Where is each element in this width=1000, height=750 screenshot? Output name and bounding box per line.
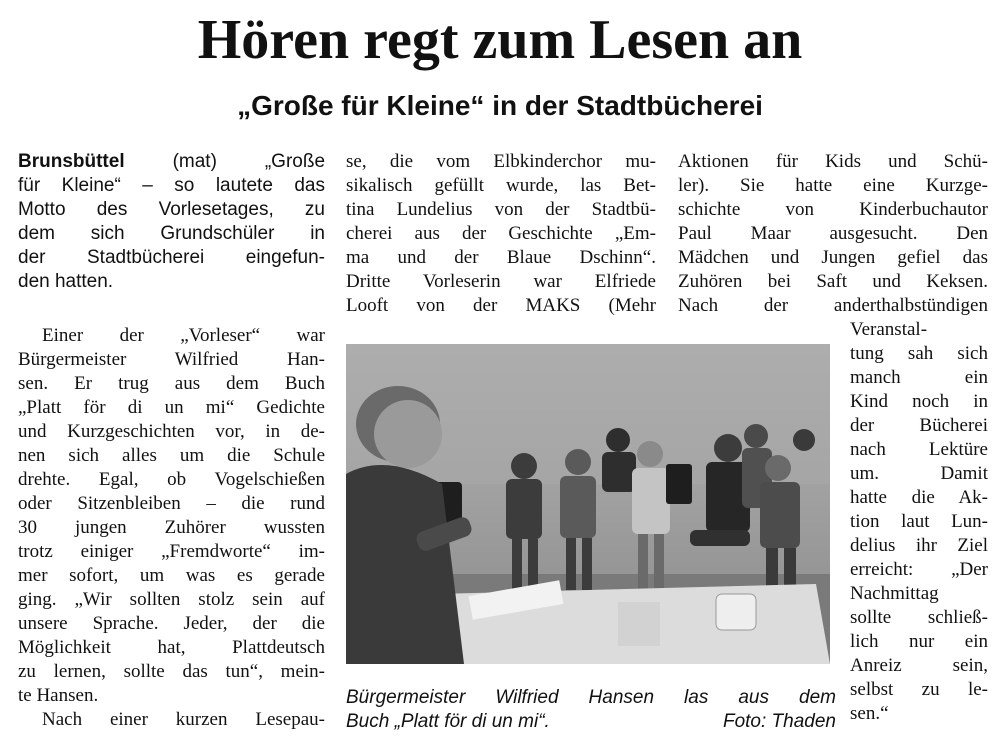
body-line: ler). Sie hatte eine Kurzge- [678,175,988,196]
body-line: hatte die Ak- [850,487,988,508]
headline: Hören regt zum Lesen an [197,9,803,71]
body-line: oder Sitzenbleiben – die rund [18,493,325,514]
subheadline: „Große für Kleine“ in der Stadtbücherei [237,90,763,121]
body-line: sikalisch gefüllt wurde, las Bet- [346,175,656,196]
caption-line-2 [346,710,836,734]
body-line: Nachmittag [850,583,939,604]
body-line: Aktionen für Kids und Schü- [678,151,988,172]
intro-line: Brunsbüttel (mat) „Große [18,151,326,172]
caption-line-1 [346,686,836,710]
body-line: te Hansen. [18,685,99,706]
body-line: unsere Sprache. Jeder, der die [18,613,325,634]
body-line: tina Lundelius von der Stadtbü- [346,199,656,220]
body-line: zu lernen, sollte das tun“, mein- [18,661,325,682]
body-line: tung sah sich [850,343,988,364]
body-line: drehte. Egal, ob Vogelschießen [18,469,325,490]
body-line: sen. Er trug aus dem Buch [18,373,325,394]
dateline: Brunsbüttel [18,151,125,172]
body-line: ma und der Blaue Dschinn“. [346,247,656,268]
body-line: cherei aus der Geschichte „Em- [346,223,656,244]
cup [716,594,756,630]
body-line: manch ein [850,367,988,388]
column-3-narrow [850,318,988,726]
body-line: sen.“ [850,703,889,724]
intro-line: dem sich Grundschüler in [18,223,325,244]
news-photo [346,344,830,664]
photo-credit: Foto: Thaden [722,711,836,732]
body-line: selbst zu le- [850,679,988,700]
body-line: Nach der anderthalbstündigen [678,295,988,316]
caption-text-2: Buch „Platt för di un mi“. [346,711,550,732]
body-line: Kind noch in [850,391,988,412]
column-3 [678,150,988,318]
body-line: Veranstal- [850,319,928,340]
intro-line: den hatten. [18,271,114,292]
body-line: ging. „Wir sollten stolz sein auf [18,589,325,610]
intro-line: für Kleine“ – so lautete das [18,175,325,196]
body-line: Bürgermeister Wilfried Han- [18,349,325,370]
body-line: und Kurzgeschichten vor, in de- [18,421,325,442]
body-line: mer sofort, um was es gerade [18,565,325,586]
column-1 [18,150,325,732]
intro-line: Motto des Vorlesetages, zu [18,199,325,220]
photo-caption [346,686,836,734]
reading-scene-illustration [346,344,830,664]
body-line: trotz einiger „Fremdworte“ im- [18,541,325,562]
body-line: Looft von der MAKS (Mehr [346,295,656,316]
body-line: sollte schließ- [850,607,988,628]
body-line: Anreiz sein, [850,655,988,676]
body-line: lich nur ein [850,631,988,652]
body-line: um. Damit [850,463,988,484]
body-line: nach Lektüre [850,439,988,460]
glass [618,602,660,646]
caption-text-1: Bürgermeister Wilfried Hansen las aus dem [346,687,836,708]
intro-paragraph [18,150,325,294]
body-line: Dritte Vorleserin war Elfriede [346,271,656,292]
body-line: Einer der „Vorleser“ war [42,325,325,346]
body-line: 30 jungen Zuhörer wussten [18,517,325,538]
body-line: Nach einer kurzen Lesepau- [42,709,325,730]
body-paragraph-1 [18,324,325,732]
body-line: erreicht: „Der [850,559,988,580]
body-line: der Bücherei [850,415,988,436]
body-line: nen sich alles um die Schule [18,445,325,466]
body-line: delius ihr Ziel [850,535,988,556]
body-line: schichte von Kinderbuchautor [678,199,988,220]
body-line: Mädchen und Jungen gefiel das [678,247,988,268]
body-line: Paul Maar ausgesucht. Den [678,223,988,244]
body-line: tion laut Lun- [850,511,988,532]
intro-line: der Stadtbücherei eingefun- [18,247,325,268]
column-2 [346,150,656,318]
body-line: se, die vom Elbkinderchor mu- [346,151,656,172]
body-line: Zuhören bei Saft und Keksen. [678,271,988,292]
body-line: Möglichkeit hat, Plattdeutsch [18,637,325,658]
body-line: „Platt för di un mi“ Gedichte [18,397,325,418]
